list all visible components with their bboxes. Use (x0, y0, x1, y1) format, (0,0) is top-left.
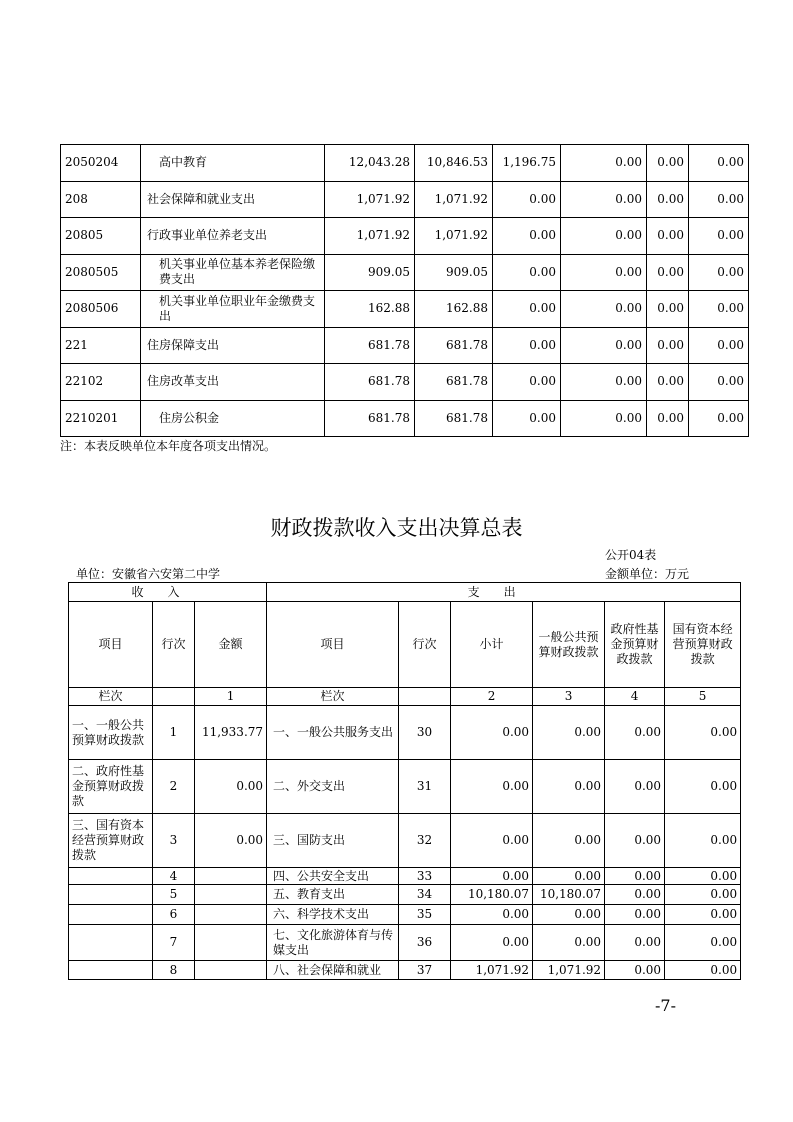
row-other: 0.00 (689, 181, 749, 218)
expense-state-capital: 0.00 (665, 925, 741, 961)
row-label: 机关事业单位职业年金缴费支出 (141, 291, 325, 328)
row-project: 0.00 (493, 254, 561, 291)
header-amount: 金额 (195, 602, 267, 688)
row-affiliated: 0.00 (647, 181, 689, 218)
table-row (69, 885, 741, 905)
form-number: 公开04表 (605, 548, 657, 562)
table-row (61, 145, 749, 182)
income-row-no: 5 (153, 885, 195, 905)
row-affiliated: 0.00 (647, 145, 689, 182)
income-amount: 0.00 (195, 760, 267, 814)
income-item: 二、政府性基金预算财政拨款 (69, 760, 153, 814)
row-total: 12,043.28 (325, 145, 415, 182)
expense-general: 0.00 (533, 905, 605, 925)
row-total: 1,071.92 (325, 218, 415, 255)
expense-general: 0.00 (533, 868, 605, 885)
row-project: 0.00 (493, 181, 561, 218)
expense-subtotal: 0.00 (451, 760, 533, 814)
row-project: 0.00 (493, 291, 561, 328)
expense-state-capital: 0.00 (665, 706, 741, 760)
row-basic: 1,071.92 (415, 181, 493, 218)
row-business: 0.00 (561, 364, 647, 401)
row-business: 0.00 (561, 327, 647, 364)
expense-row-no: 30 (399, 706, 451, 760)
row-label: 行政事业单位养老支出 (141, 218, 325, 255)
col-index-e: 5 (665, 688, 741, 706)
table-row (61, 218, 749, 255)
row-project: 1,196.75 (493, 145, 561, 182)
page-number: -7- (655, 996, 676, 1015)
income-item: 一、一般公共预算财政拨款 (69, 706, 153, 760)
row-total: 1,071.92 (325, 181, 415, 218)
income-row-no: 4 (153, 868, 195, 885)
row-project: 0.00 (493, 400, 561, 437)
row-affiliated: 0.00 (647, 218, 689, 255)
row-project: 0.00 (493, 218, 561, 255)
expense-gov-fund: 0.00 (605, 885, 665, 905)
row-total: 681.78 (325, 327, 415, 364)
expense-gov-fund: 0.00 (605, 706, 665, 760)
col-index-empty2 (399, 688, 451, 706)
row-code: 20805 (61, 218, 141, 255)
row-business: 0.00 (561, 291, 647, 328)
income-item (69, 905, 153, 925)
row-basic: 681.78 (415, 400, 493, 437)
row-business: 0.00 (561, 145, 647, 182)
row-total: 681.78 (325, 400, 415, 437)
expense-gov-fund: 0.00 (605, 961, 665, 980)
income-amount (195, 868, 267, 885)
table-row (61, 181, 749, 218)
expense-header: 支出 (267, 583, 741, 602)
row-other: 0.00 (689, 218, 749, 255)
expense-subtotal: 1,071.92 (451, 961, 533, 980)
expense-subtotal: 0.00 (451, 814, 533, 868)
expense-general: 0.00 (533, 706, 605, 760)
table-row (69, 706, 741, 760)
expense-general: 0.00 (533, 814, 605, 868)
col-index-c: 3 (533, 688, 605, 706)
expense-row-no: 34 (399, 885, 451, 905)
expense-item: 二、外交支出 (267, 760, 399, 814)
header-item: 项目 (69, 602, 153, 688)
row-business: 0.00 (561, 218, 647, 255)
row-business: 0.00 (561, 181, 647, 218)
income-row-no: 6 (153, 905, 195, 925)
expense-gov-fund: 0.00 (605, 760, 665, 814)
expense-item: 六、科学技术支出 (267, 905, 399, 925)
expense-row-no: 33 (399, 868, 451, 885)
expense-subtotal: 10,180.07 (451, 885, 533, 905)
row-code: 2080506 (61, 291, 141, 328)
expense-state-capital: 0.00 (665, 868, 741, 885)
row-other: 0.00 (689, 364, 749, 401)
expense-general: 1,071.92 (533, 961, 605, 980)
currency-unit: 金额单位：万元 (605, 567, 690, 581)
income-item (69, 868, 153, 885)
row-basic: 10,846.53 (415, 145, 493, 182)
table-row (61, 291, 749, 328)
row-basic: 909.05 (415, 254, 493, 291)
row-project: 0.00 (493, 364, 561, 401)
income-header: 收入 (69, 583, 267, 602)
table-row (69, 905, 741, 925)
income-item (69, 885, 153, 905)
row-other: 0.00 (689, 400, 749, 437)
row-other: 0.00 (689, 254, 749, 291)
row-project: 0.00 (493, 327, 561, 364)
expense-item: 五、教育支出 (267, 885, 399, 905)
row-code: 2050204 (61, 145, 141, 182)
unit-name: 单位：安徽省六安第二中学 (76, 567, 221, 581)
row-label: 住房公积金 (141, 400, 325, 437)
income-amount (195, 905, 267, 925)
row-affiliated: 0.00 (647, 364, 689, 401)
expense-subtotal: 0.00 (451, 905, 533, 925)
table-row (69, 961, 741, 980)
row-label: 住房改革支出 (141, 364, 325, 401)
col-index-d: 4 (605, 688, 665, 706)
row-business: 0.00 (561, 400, 647, 437)
table-row (61, 254, 749, 291)
income-amount (195, 925, 267, 961)
income-amount (195, 961, 267, 980)
income-row-no: 2 (153, 760, 195, 814)
expense-gov-fund: 0.00 (605, 925, 665, 961)
row-basic: 162.88 (415, 291, 493, 328)
expense-subtotal: 0.00 (451, 868, 533, 885)
expense-row-no: 35 (399, 905, 451, 925)
row-label: 社会保障和就业支出 (141, 181, 325, 218)
expense-subtotal: 0.00 (451, 925, 533, 961)
expense-state-capital: 0.00 (665, 961, 741, 980)
row-label: 住房保障支出 (141, 327, 325, 364)
expense-state-capital: 0.00 (665, 760, 741, 814)
row-code: 208 (61, 181, 141, 218)
row-affiliated: 0.00 (647, 327, 689, 364)
col-index-label: 栏次 (69, 688, 153, 706)
row-label: 机关事业单位基本养老保险缴费支出 (141, 254, 325, 291)
header-general: 一般公共预算财政拨款 (533, 602, 605, 688)
expenditure-table (60, 144, 749, 437)
row-affiliated: 0.00 (647, 400, 689, 437)
expense-general: 10,180.07 (533, 885, 605, 905)
expense-gov-fund: 0.00 (605, 905, 665, 925)
row-basic: 681.78 (415, 327, 493, 364)
row-other: 0.00 (689, 291, 749, 328)
expense-item: 八、社会保障和就业 (267, 961, 399, 980)
income-row-no: 3 (153, 814, 195, 868)
income-item: 三、国有资本经营预算财政拨款 (69, 814, 153, 868)
income-amount: 11,933.77 (195, 706, 267, 760)
row-other: 0.00 (689, 145, 749, 182)
income-row-no: 1 (153, 706, 195, 760)
income-row-no: 7 (153, 925, 195, 961)
header-row2: 行次 (399, 602, 451, 688)
header-row: 行次 (153, 602, 195, 688)
row-business: 0.00 (561, 254, 647, 291)
row-basic: 1,071.92 (415, 218, 493, 255)
fiscal-summary-table (68, 582, 741, 980)
expense-item: 七、文化旅游体育与传媒支出 (267, 925, 399, 961)
col-index-b: 2 (451, 688, 533, 706)
table-row (61, 327, 749, 364)
expense-general: 0.00 (533, 925, 605, 961)
row-other: 0.00 (689, 327, 749, 364)
expense-gov-fund: 0.00 (605, 868, 665, 885)
expense-item: 三、国防支出 (267, 814, 399, 868)
row-code: 2210201 (61, 400, 141, 437)
income-item (69, 961, 153, 980)
page-title: 财政拨款收入支出决算总表 (270, 516, 523, 540)
row-total: 162.88 (325, 291, 415, 328)
col-index-empty (153, 688, 195, 706)
expense-item: 一、一般公共服务支出 (267, 706, 399, 760)
expense-row-no: 37 (399, 961, 451, 980)
header-gov-fund: 政府性基金预算财政拨款 (605, 602, 665, 688)
expense-row-no: 36 (399, 925, 451, 961)
expense-gov-fund: 0.00 (605, 814, 665, 868)
row-code: 22102 (61, 364, 141, 401)
row-total: 909.05 (325, 254, 415, 291)
expense-row-no: 31 (399, 760, 451, 814)
expense-item: 四、公共安全支出 (267, 868, 399, 885)
income-row-no: 8 (153, 961, 195, 980)
table-note: 注：本表反映单位本年度各项支出情况。 (60, 439, 277, 453)
row-affiliated: 0.00 (647, 254, 689, 291)
expense-subtotal: 0.00 (451, 706, 533, 760)
row-label: 高中教育 (141, 145, 325, 182)
row-code: 221 (61, 327, 141, 364)
expense-general: 0.00 (533, 760, 605, 814)
table-row (61, 400, 749, 437)
header-subtotal: 小计 (451, 602, 533, 688)
table-row (69, 925, 741, 961)
table-row (69, 814, 741, 868)
row-basic: 681.78 (415, 364, 493, 401)
row-code: 2080505 (61, 254, 141, 291)
income-amount (195, 885, 267, 905)
table-row (61, 364, 749, 401)
header-state-capital: 国有资本经营预算财政拨款 (665, 602, 741, 688)
header-item2: 项目 (267, 602, 399, 688)
expense-state-capital: 0.00 (665, 885, 741, 905)
expense-state-capital: 0.00 (665, 814, 741, 868)
income-amount: 0.00 (195, 814, 267, 868)
table-row (69, 868, 741, 885)
row-affiliated: 0.00 (647, 291, 689, 328)
expense-row-no: 32 (399, 814, 451, 868)
table-row (69, 760, 741, 814)
col-index-a: 1 (195, 688, 267, 706)
income-item (69, 925, 153, 961)
col-index-label2: 栏次 (267, 688, 399, 706)
expense-state-capital: 0.00 (665, 905, 741, 925)
row-total: 681.78 (325, 364, 415, 401)
